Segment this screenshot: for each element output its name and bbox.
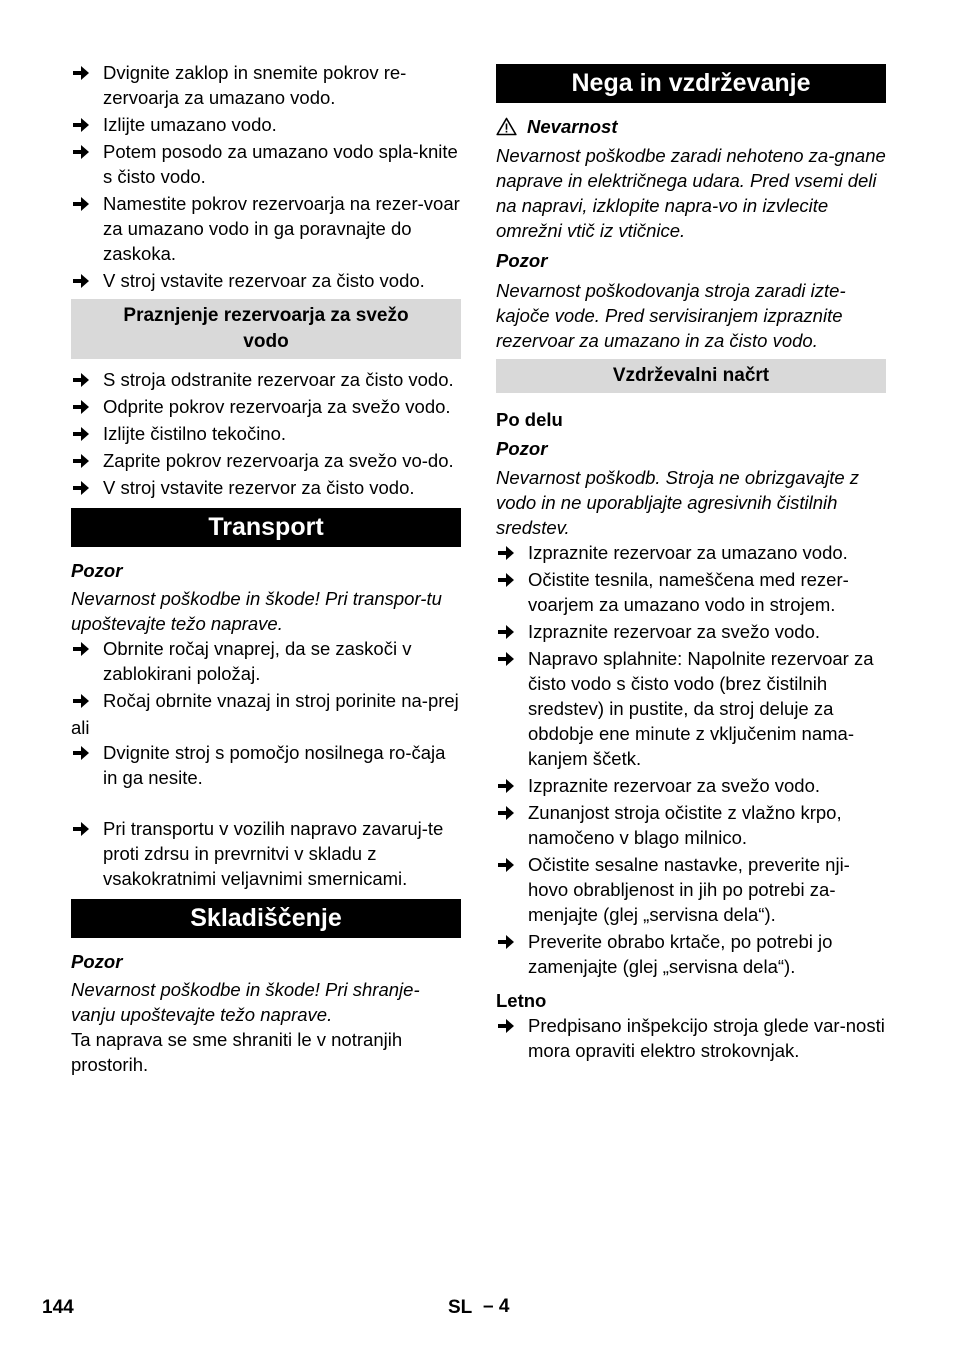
list-item: Preverite obrabo krtače, po potrebi jo zamenjajte (glej „servisna dela“).: [496, 929, 886, 979]
list-item: Izpraznite rezervoar za svežo vodo.: [496, 619, 886, 644]
arrow-right-icon: [73, 118, 89, 132]
caution-text: Nevarnost poškodb. Stroja ne obrizgavajte z vodo in ne uporabljajte agresivnih čistilnih sredstev.: [496, 467, 860, 538]
transport-steps-list: [71, 636, 461, 713]
list-item: Očistite sesalne nastavke, preverite nji-hovo obrabljenost in jih po potrebi za-menjajte (glej „servisna dela“).: [496, 852, 886, 927]
storage-text: Ta naprava se sme shraniti le v notranjih prostorih.: [71, 1029, 403, 1075]
after-use-label: Po delu: [496, 409, 563, 430]
list-item: Napravo splahnite: Napolnite rezervoar za čisto vodo s čisto vodo (brez čistilnih sredstev) in pustite, da stroj deluje za obdobje ene minute z vključenim nama-kanjem ščetk.: [496, 646, 886, 771]
or-text: ali: [71, 717, 90, 738]
list-item: Obrnite ročaj vnaprej, da se zaskoči v zablokirani položaj.: [71, 636, 461, 686]
arrow-right-icon: [73, 481, 89, 495]
arrow-right-icon: [73, 746, 89, 760]
list-item: Potem posodo za umazano vodo spla-knite s čisto vodo.: [71, 139, 461, 189]
list-item: Izpraznite rezervoar za umazano vodo.: [496, 540, 886, 565]
arrow-right-icon: [73, 274, 89, 288]
arrow-right-icon: [498, 546, 514, 560]
section-heading-transport: Transport: [71, 508, 461, 547]
arrow-right-icon: [73, 454, 89, 468]
section-heading-maintenance-plan: Vzdrževalni načrt: [496, 359, 886, 393]
caution-text: Nevarnost poškodbe in škode! Pri shranje-vanju upoštevajte težo naprave.: [71, 979, 420, 1025]
arrow-right-icon: [498, 806, 514, 820]
list-item: Izpraznite rezervoar za svežo vodo.: [496, 773, 886, 798]
arrow-right-icon: [73, 145, 89, 159]
section-heading-fresh-water-tank: Praznjenje rezervoarja za svežo vodo: [71, 299, 461, 359]
maintenance-steps-list: [496, 540, 886, 979]
sub-page-number: – 4: [483, 1296, 510, 1317]
arrow-right-icon: [73, 694, 89, 708]
yearly-label: Letno: [496, 990, 547, 1011]
list-item: Pri transportu v vozilih napravo zavaruj-te proti zdrsu in prevrnitvi v skladu z vsakokratnimi veljavnimi smernicami.: [71, 816, 461, 891]
page-number: 144: [42, 1297, 74, 1318]
danger-label-row: Nevarnost: [496, 114, 886, 139]
caution-label: Pozor: [496, 250, 548, 271]
arrow-right-icon: [498, 779, 514, 793]
arrow-right-icon: [498, 935, 514, 949]
arrow-right-icon: [73, 642, 89, 656]
list-item: V stroj vstavite rezervoar za čisto vodo.: [71, 268, 461, 293]
arrow-right-icon: [73, 822, 89, 836]
arrow-right-icon: [73, 197, 89, 211]
list-item: Namestite pokrov rezervoarja na rezer-voar za umazano vodo in ga poravnajte do zaskoka.: [71, 191, 461, 266]
caution-text: Nevarnost poškodovanja stroja zaradi izte-kajoče vode. Pred servisiranjem izpraznite rezervoar za umazano in za čisto vodo.: [496, 280, 846, 351]
arrow-right-icon: [498, 573, 514, 587]
warning-triangle-icon: [496, 117, 517, 136]
arrow-right-icon: [498, 652, 514, 666]
danger-text: Nevarnost poškodbe zaradi nehoteno za-gnane naprave in električnega udara. Pred vsemi deli na napravi, izklopite napra-vo in izvlecite omrežni vtič iz vtičnice.: [496, 145, 886, 241]
arrow-right-icon: [498, 858, 514, 872]
list-item: Ročaj obrnite vnazaj in stroj porinite na-prej: [71, 688, 461, 713]
list-item: Zaprite pokrov rezervoarja za svežo vo-do.: [71, 448, 461, 473]
list-item: S stroja odstranite rezervoar za čisto vodo.: [71, 367, 461, 392]
section-heading-storage: Skladiščenje: [71, 899, 461, 938]
list-item: Predpisano inšpekcijo stroja glede var-nosti mora opraviti elektro strokovnjak.: [496, 1013, 886, 1063]
caution-label: Pozor: [71, 951, 123, 972]
list-item: Dvignite stroj s pomočjo nosilnega ro-čaja in ga nesite.: [71, 740, 461, 790]
arrow-right-icon: [73, 427, 89, 441]
list-item: Dvignite zaklop in snemite pokrov re-zervoarja za umazano vodo.: [71, 60, 461, 110]
list-item: Očistite tesnila, nameščena med rezer-voarjem za umazano vodo in strojem.: [496, 567, 886, 617]
section-heading-care: Nega in vzdrževanje: [496, 64, 886, 103]
list-item: Odprite pokrov rezervoarja za svežo vodo.: [71, 394, 461, 419]
list-item: V stroj vstavite rezervor za čisto vodo.: [71, 475, 461, 500]
right-column: [496, 60, 886, 1065]
steps-top-list: [71, 60, 461, 293]
arrow-right-icon: [498, 625, 514, 639]
arrow-right-icon: [73, 66, 89, 80]
caution-label: Pozor: [71, 560, 123, 581]
list-item: Izlijte umazano vodo.: [71, 112, 461, 137]
language-code: SL: [448, 1297, 473, 1318]
arrow-right-icon: [73, 400, 89, 414]
list-item: Zunanjost stroja očistite z vlažno krpo, namočeno v blago milnico.: [496, 800, 886, 850]
arrow-right-icon: [498, 1019, 514, 1033]
caution-text: Nevarnost poškodbe in škode! Pri transpor-tu upoštevajte težo naprave.: [71, 588, 442, 634]
caution-label: Pozor: [496, 438, 548, 459]
arrow-right-icon: [73, 373, 89, 387]
list-item: Izlijte čistilno tekočino.: [71, 421, 461, 446]
fresh-water-steps-list: [71, 367, 461, 500]
left-column: [71, 60, 461, 1077]
